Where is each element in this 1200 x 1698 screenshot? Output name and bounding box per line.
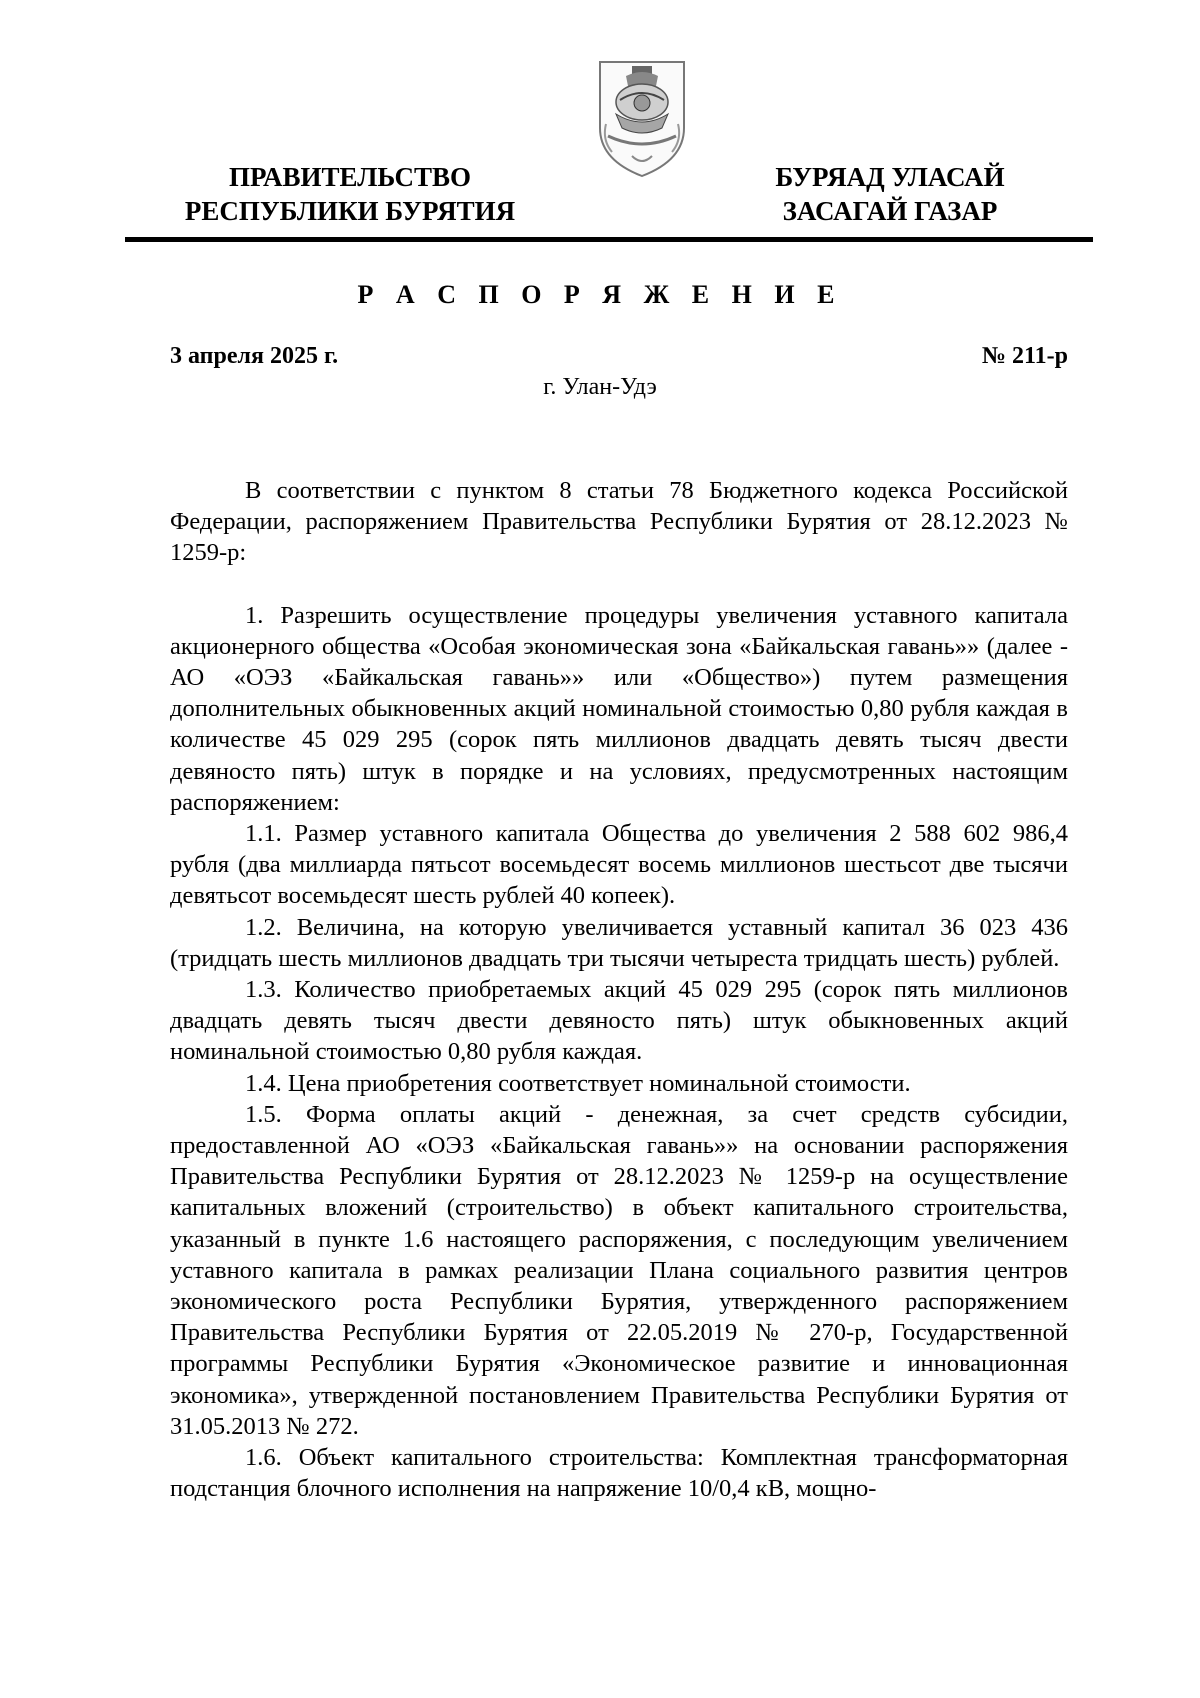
organization-name-line: ПРАВИТЕЛЬСТВО (228, 162, 472, 192)
item-1-4-paragraph: 1.4. Цена приобретения соответствует номинальной стоимости. (245, 1069, 911, 1097)
item-1-3-paragraph: 1.3. Количество приобретаемых акций 45 029 295 (сорок пять миллионов двадцать девять тысяч двести девяносто пять) штук обыкновенных акций номинальной стоимостью 0,80 рубля каждая. (170, 976, 1068, 1066)
coat-of-arms-icon (592, 56, 692, 180)
document-date: 3 апреля 2025 г. (170, 343, 339, 369)
organization-name-russian (160, 160, 540, 228)
organization-name-line: ЗАСАГАЙ ГАЗАР (782, 196, 998, 226)
item-1-5-paragraph: 1.5. Форма оплаты акций - денежная, за счет средств субсидии, предоставленной АО «ОЭЗ «Байкальская гавань»» на основании распоряжения Правительства Республики Бурятия от 28.12.2023 № 1259-р на осуществление капитальных вложений (строительство) в объект капитального строительства, указанный в пункте 1.6 настоящего распоряжения, с последующим увеличением уставного капитала в рамках реализации Плана социального развития центров экономического роста Республики Бурятия, утвержденного распоряжением Правительства Республики Бурятия от 22.05.2019 № 270-р, Государственной программы Республики Бурятия «Экономическое развитие и инновационная экономика», утвержденной постановлением Правительства Республики Бурятия от 31.05.2013 № 272. (170, 1100, 1068, 1440)
item-1-6-paragraph: 1.6. Объект капитального строительства: Комплектная трансформаторная подстанция блочного исполнения на напряжение 10/0,4 кВ, мощно- (170, 1444, 1068, 1503)
document-city: г. Улан-Удэ (543, 374, 657, 400)
paragraph-spacer (170, 569, 1068, 600)
document-number: № 211-р (981, 343, 1068, 369)
organization-name-buryat (700, 160, 1080, 228)
item-1-paragraph: 1. Разрешить осуществление процедуры увеличения уставного капитала акционерного общества «Особая экономическая зона «Байкальская гавань»» (далее - АО «ОЭЗ «Байкальская гавань»» или «Общество») путем размещения дополнительных обыкновенных акций номинальной стоимостью 0,80 рубля каждая в количестве 45 029 295 (сорок пять миллионов двадцать девять тысяч двести девяносто пять) штук в порядке и на условиях, предусмотренных настоящим распоряжением: (170, 601, 1068, 816)
header-divider (125, 237, 1093, 242)
preamble-paragraph: В соответствии с пунктом 8 статьи 78 Бюджетного кодекса Российской Федерации, распоряжением Правительства Республики Бурятия от 28.12.2023 № 1259-р: (170, 477, 1068, 567)
organization-name-line: РЕСПУБЛИКИ БУРЯТИЯ (184, 196, 516, 226)
document-title: Р А С П О Р Я Ж Е Н И Е (357, 280, 843, 309)
document-body (170, 475, 1068, 1505)
item-1-2-paragraph: 1.2. Величина, на которую увеличивается уставный капитал 36 023 436 (тридцать шесть миллионов двадцать три тысячи четыреста тридцать шесть) рублей. (170, 913, 1068, 972)
item-1-1-paragraph: 1.1. Размер уставного капитала Общества до увеличения 2 588 602 986,4 рубля (два миллиарда пятьсот восемьдесят восемь миллионов шестьсот две тысячи девятьсот восемьдесят шесть рублей 40 копеек). (170, 820, 1068, 910)
organization-name-line: БУРЯАД УЛАСАЙ (775, 162, 1005, 192)
